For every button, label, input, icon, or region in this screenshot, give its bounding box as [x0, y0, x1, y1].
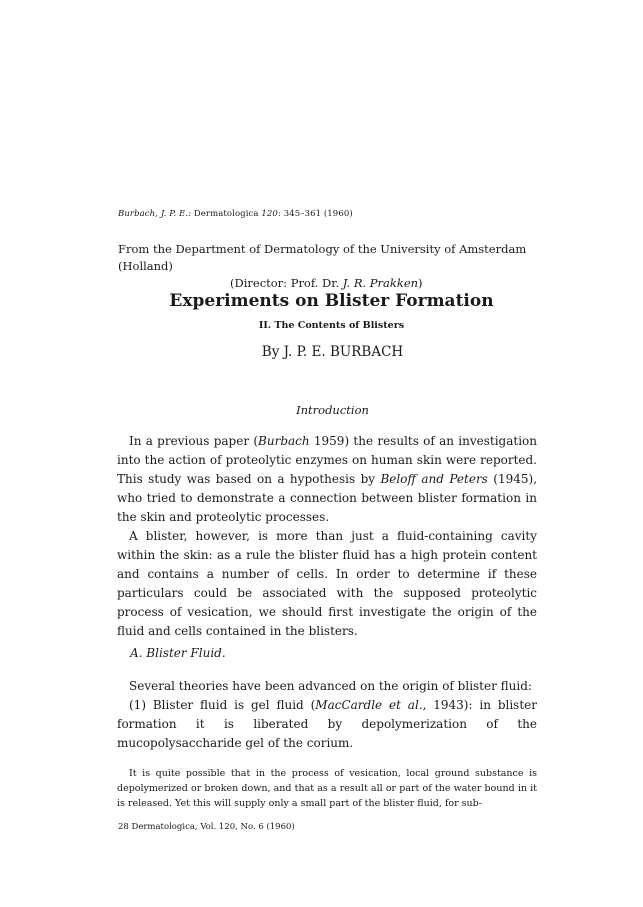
citation-line — [118, 209, 353, 219]
intro-ref-beloff-peters: Beloff and Peters — [380, 472, 488, 486]
citation-volume: 120 — [261, 209, 278, 219]
citation-author: Burbach, J. P. E.: — [118, 209, 192, 219]
small-print-paragraph — [117, 766, 537, 811]
intro-p1-b: 1959) the results of an investigation into the action of proteolytic enzymes on human skin were reported. This study was based on a hypothesis by — [117, 434, 537, 486]
fluid-ref-maccardle: MacCardle et al. — [315, 698, 423, 712]
citation-journal: Dermatologica — [193, 209, 259, 219]
intro-p1-c: (1945), who tried to demonstrate a connection between blister formation in the skin and proteolytic processes. — [117, 472, 538, 524]
small-print-text: It is quite possible that in the process of vesication, local ground substance is depolymerized or broken down, and that as a result all or part of the water bound in it is released. Yet this will supply only a small part of the blister fluid, for sub- — [117, 768, 537, 809]
affiliation-line1: From the Department of Dermatology of the University of Amsterdam (Holland) — [118, 242, 527, 273]
section-heading-introduction: Introduction — [296, 403, 369, 417]
fluid-p2-a: (1) Blister fluid is gel fluid ( — [129, 698, 316, 712]
intro-p1-a: In a previous paper ( — [129, 434, 259, 448]
introduction-body — [117, 432, 537, 641]
page-footer: 28 Dermatologica, Vol. 120, No. 6 (1960) — [118, 822, 295, 832]
affiliation-director-suffix: ) — [418, 276, 423, 290]
fluid-paragraph-2 — [117, 696, 537, 753]
fluid-p2-b: , 1943): in blister formation it is liberated by depolymerization of the mucopolysaccharide gel of the corium. — [117, 698, 537, 750]
paper-author: By J. P. E. BURBACH — [261, 344, 404, 360]
intro-ref-burbach: Burbach — [258, 434, 310, 448]
paper-subtitle: II. The Contents of Blisters — [258, 320, 405, 331]
intro-paragraph-1 — [117, 432, 537, 527]
paper-title: Experiments on Blister Formation — [169, 291, 494, 311]
citation-pages: : 345–361 (1960) — [277, 209, 353, 219]
blister-fluid-body — [117, 677, 537, 753]
intro-paragraph-2: A blister, however, is more than just a fluid-containing cavity within the skin: as a rule the blister fluid has a high protein content and contains a number of cells. In order to determine if these particulars could be associated with the supposed proteolytic process of vesication, we should first investigate the origin of the fluid and cells contained in the blisters. — [117, 529, 537, 638]
affiliation — [118, 241, 538, 292]
subheading-blister-fluid: A. Blister Fluid. — [130, 646, 226, 660]
fluid-paragraph-1: Several theories have been advanced on the origin of blister fluid: — [129, 679, 532, 693]
affiliation-line2 — [118, 275, 538, 292]
affiliation-director-prefix: (Director: Prof. Dr. — [230, 276, 343, 290]
affiliation-director: J. R. Prakken — [342, 276, 419, 290]
